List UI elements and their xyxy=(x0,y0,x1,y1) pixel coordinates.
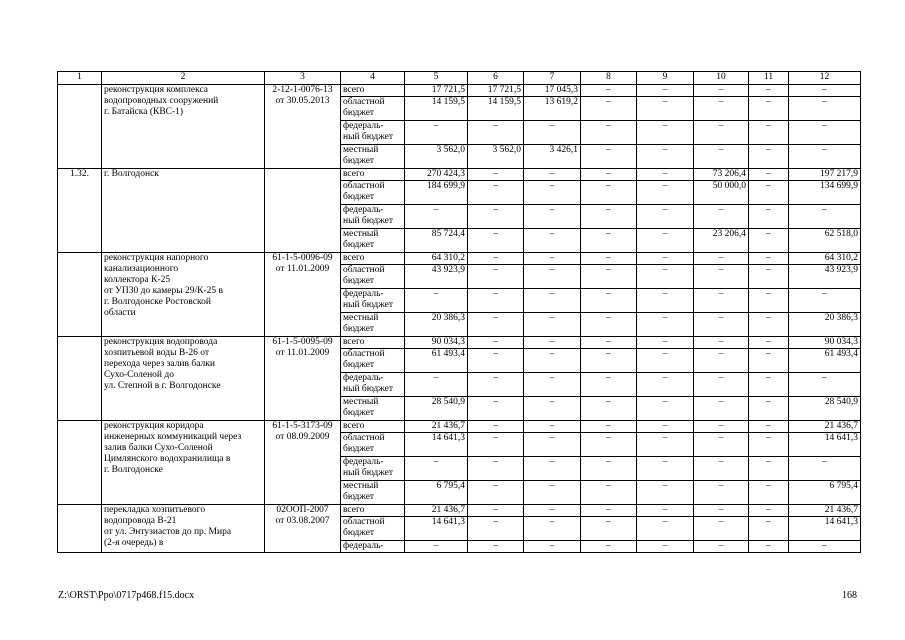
funding-source: областной бюджет xyxy=(341,517,405,541)
object-name: перекладка хозпитьевого водопровода В-21 от ул. Энтузиастов до пр. Мира (2-я очередь) в xyxy=(102,505,265,553)
amount-cell: – xyxy=(749,253,789,265)
funding-source: федераль- ный бюджет xyxy=(341,289,405,313)
amount-cell: 61 493,4 xyxy=(405,349,468,373)
amount-cell: – xyxy=(524,517,581,541)
amount-cell: 6 795,4 xyxy=(405,481,468,505)
amount-cell: – xyxy=(694,481,749,505)
header-cell: 2 xyxy=(102,72,265,85)
amount-cell: – xyxy=(581,145,637,169)
amount-cell: – xyxy=(789,97,861,121)
amount-cell: – xyxy=(405,373,468,397)
amount-cell: 270 424,3 xyxy=(405,169,468,181)
amount-cell: – xyxy=(581,505,637,517)
amount-cell: – xyxy=(694,421,749,433)
amount-cell: – xyxy=(468,253,524,265)
row-number xyxy=(58,337,102,421)
row-number xyxy=(58,505,102,553)
amount-cell: – xyxy=(468,517,524,541)
funding-source: всего xyxy=(341,421,405,433)
amount-cell: – xyxy=(581,289,637,313)
document-reference: 02ООП-2007 от 03.08.2007 xyxy=(265,505,341,553)
amount-cell: – xyxy=(694,97,749,121)
amount-cell: 50 000,0 xyxy=(694,181,749,205)
amount-cell: 14 159,5 xyxy=(468,97,524,121)
amount-cell: 3 426,1 xyxy=(524,145,581,169)
amount-cell: – xyxy=(524,481,581,505)
amount-cell: 62 518,0 xyxy=(789,229,861,253)
amount-cell: – xyxy=(524,349,581,373)
table-header-row xyxy=(58,72,861,85)
amount-cell: 14 641,3 xyxy=(789,433,861,457)
object-name: реконструкция комплекса водопроводных сооружений г. Батайска (КВС-1) xyxy=(102,85,265,169)
amount-cell: – xyxy=(468,181,524,205)
amount-cell: – xyxy=(581,313,637,337)
amount-cell: 85 724,4 xyxy=(405,229,468,253)
table-row xyxy=(58,505,861,517)
funding-source: областной бюджет xyxy=(341,265,405,289)
table-row xyxy=(58,421,861,433)
amount-cell: – xyxy=(694,541,749,553)
amount-cell: – xyxy=(405,541,468,553)
funding-source: местный бюджет xyxy=(341,229,405,253)
amount-cell: – xyxy=(789,121,861,145)
amount-cell: – xyxy=(694,337,749,349)
amount-cell: – xyxy=(524,253,581,265)
amount-cell: – xyxy=(524,505,581,517)
amount-cell: – xyxy=(749,289,789,313)
amount-cell: – xyxy=(694,457,749,481)
amount-cell: – xyxy=(468,481,524,505)
amount-cell: – xyxy=(749,85,789,97)
funding-source: федераль- xyxy=(341,541,405,553)
amount-cell: – xyxy=(749,205,789,229)
amount-cell: – xyxy=(524,265,581,289)
amount-cell: 14 641,3 xyxy=(405,517,468,541)
table-row xyxy=(58,337,861,349)
amount-cell: – xyxy=(637,457,694,481)
header-cell: 1 xyxy=(58,72,102,85)
amount-cell: – xyxy=(524,289,581,313)
header-cell: 10 xyxy=(694,72,749,85)
amount-cell: 20 386,3 xyxy=(405,313,468,337)
amount-cell: – xyxy=(524,433,581,457)
funding-source: местный бюджет xyxy=(341,313,405,337)
amount-cell: – xyxy=(581,265,637,289)
amount-cell: – xyxy=(468,229,524,253)
table-row xyxy=(58,85,861,97)
amount-cell: – xyxy=(524,541,581,553)
amount-cell: – xyxy=(637,181,694,205)
amount-cell: – xyxy=(694,313,749,337)
amount-cell: – xyxy=(581,517,637,541)
header-cell: 8 xyxy=(581,72,637,85)
amount-cell: 64 310,2 xyxy=(789,253,861,265)
funding-source: местный бюджет xyxy=(341,481,405,505)
document-reference xyxy=(265,169,341,253)
amount-cell: – xyxy=(468,373,524,397)
amount-cell: – xyxy=(789,205,861,229)
amount-cell: 14 159,5 xyxy=(405,97,468,121)
funding-source: областной бюджет xyxy=(341,181,405,205)
amount-cell: 21 436,7 xyxy=(789,421,861,433)
amount-cell: – xyxy=(468,349,524,373)
funding-source: всего xyxy=(341,169,405,181)
amount-cell: – xyxy=(524,421,581,433)
amount-cell: – xyxy=(749,313,789,337)
amount-cell: 14 641,3 xyxy=(405,433,468,457)
amount-cell: – xyxy=(637,481,694,505)
amount-cell: – xyxy=(637,265,694,289)
funding-source: федераль- ный бюджет xyxy=(341,373,405,397)
amount-cell: – xyxy=(694,517,749,541)
amount-cell: – xyxy=(749,337,789,349)
row-number: 1.32. xyxy=(58,169,102,253)
funding-source: местный бюджет xyxy=(341,397,405,421)
row-number xyxy=(58,421,102,505)
amount-cell: – xyxy=(694,349,749,373)
amount-cell: 14 641,3 xyxy=(789,517,861,541)
amount-cell: – xyxy=(468,205,524,229)
amount-cell: – xyxy=(468,505,524,517)
amount-cell: – xyxy=(694,289,749,313)
amount-cell: 21 436,7 xyxy=(789,505,861,517)
amount-cell: – xyxy=(524,313,581,337)
amount-cell: – xyxy=(749,145,789,169)
amount-cell: 21 436,7 xyxy=(405,505,468,517)
header-cell: 12 xyxy=(789,72,861,85)
table-row xyxy=(58,169,861,181)
amount-cell: 90 034,3 xyxy=(789,337,861,349)
document-reference: 61-1-5-0096-09 от 11.01.2009 xyxy=(265,253,341,337)
table-body xyxy=(58,72,861,553)
amount-cell: – xyxy=(789,289,861,313)
amount-cell: 64 310,2 xyxy=(405,253,468,265)
funding-source: областной бюджет xyxy=(341,97,405,121)
amount-cell: – xyxy=(749,181,789,205)
amount-cell: – xyxy=(581,433,637,457)
amount-cell: – xyxy=(694,265,749,289)
document-reference: 61-1-5-3173-09 от 08.09.2009 xyxy=(265,421,341,505)
amount-cell: 6 795,4 xyxy=(789,481,861,505)
amount-cell: – xyxy=(694,505,749,517)
amount-cell: – xyxy=(468,421,524,433)
object-name: реконструкция коридора инженерных коммуникаций через залив балки Сухо-Соленой Цимлянского водохранилища в г. Волгодонске xyxy=(102,421,265,505)
amount-cell: – xyxy=(749,349,789,373)
amount-cell: – xyxy=(524,181,581,205)
amount-cell: – xyxy=(694,205,749,229)
amount-cell: – xyxy=(405,121,468,145)
amount-cell: – xyxy=(637,541,694,553)
amount-cell: 3 562,0 xyxy=(468,145,524,169)
amount-cell: – xyxy=(749,505,789,517)
funding-source: всего xyxy=(341,85,405,97)
amount-cell: – xyxy=(581,349,637,373)
funding-source: федераль- ный бюджет xyxy=(341,121,405,145)
amount-cell: 28 540,9 xyxy=(405,397,468,421)
amount-cell: – xyxy=(749,373,789,397)
amount-cell: – xyxy=(637,373,694,397)
footer-page-number: 168 xyxy=(842,590,857,601)
amount-cell: – xyxy=(637,421,694,433)
amount-cell: – xyxy=(581,85,637,97)
amount-cell: – xyxy=(749,421,789,433)
amount-cell: 90 034,3 xyxy=(405,337,468,349)
header-cell: 3 xyxy=(265,72,341,85)
amount-cell: – xyxy=(524,121,581,145)
amount-cell: – xyxy=(749,121,789,145)
amount-cell: 43 923,9 xyxy=(789,265,861,289)
amount-cell: – xyxy=(581,421,637,433)
amount-cell: – xyxy=(581,253,637,265)
amount-cell: 28 540,9 xyxy=(789,397,861,421)
amount-cell: 20 386,3 xyxy=(789,313,861,337)
funding-source: местный бюджет xyxy=(341,145,405,169)
amount-cell: – xyxy=(581,181,637,205)
amount-cell: – xyxy=(637,349,694,373)
funding-source: областной бюджет xyxy=(341,433,405,457)
amount-cell: – xyxy=(524,169,581,181)
amount-cell: 17 721,5 xyxy=(405,85,468,97)
amount-cell: – xyxy=(694,397,749,421)
amount-cell: – xyxy=(637,313,694,337)
amount-cell: – xyxy=(637,337,694,349)
amount-cell: – xyxy=(405,457,468,481)
amount-cell: – xyxy=(468,265,524,289)
object-name: реконструкция напорного канализационного коллектора К-25 от УП30 до камеры 29/К-25 в г. Волгодонске Ростовской области xyxy=(102,253,265,337)
amount-cell: – xyxy=(581,481,637,505)
amount-cell: – xyxy=(637,397,694,421)
amount-cell: – xyxy=(694,85,749,97)
budget-table xyxy=(57,71,861,553)
amount-cell: 23 206,4 xyxy=(694,229,749,253)
amount-cell: – xyxy=(749,481,789,505)
amount-cell: 17 045,3 xyxy=(524,85,581,97)
object-name: реконструкция водопровода хозпитьевой воды В-26 от перехода через залив балки Сухо-Соленой до ул. Степной в г. Волгодонске xyxy=(102,337,265,421)
amount-cell: – xyxy=(749,433,789,457)
amount-cell: – xyxy=(468,313,524,337)
amount-cell: 134 699,9 xyxy=(789,181,861,205)
amount-cell: – xyxy=(468,289,524,313)
amount-cell: – xyxy=(789,541,861,553)
amount-cell: – xyxy=(789,85,861,97)
amount-cell: – xyxy=(468,541,524,553)
amount-cell: – xyxy=(524,229,581,253)
funding-source: федераль- ный бюджет xyxy=(341,457,405,481)
amount-cell: – xyxy=(749,517,789,541)
amount-cell: – xyxy=(749,265,789,289)
header-cell: 4 xyxy=(341,72,405,85)
amount-cell: – xyxy=(581,97,637,121)
amount-cell: – xyxy=(581,457,637,481)
amount-cell: – xyxy=(637,169,694,181)
amount-cell: – xyxy=(637,289,694,313)
amount-cell: – xyxy=(749,397,789,421)
document-reference: 2-12-1-0076-13 от 30.05.2013 xyxy=(265,85,341,169)
amount-cell: – xyxy=(749,541,789,553)
amount-cell: – xyxy=(468,121,524,145)
amount-cell: 61 493,4 xyxy=(789,349,861,373)
amount-cell: – xyxy=(468,169,524,181)
amount-cell: – xyxy=(581,121,637,145)
amount-cell: – xyxy=(694,253,749,265)
amount-cell: – xyxy=(524,205,581,229)
amount-cell: – xyxy=(405,289,468,313)
amount-cell: – xyxy=(581,397,637,421)
amount-cell: 13 619,2 xyxy=(524,97,581,121)
amount-cell: 184 699,9 xyxy=(405,181,468,205)
amount-cell: 197 217,9 xyxy=(789,169,861,181)
amount-cell: – xyxy=(468,397,524,421)
amount-cell: 73 206,4 xyxy=(694,169,749,181)
amount-cell: – xyxy=(524,373,581,397)
amount-cell: – xyxy=(637,229,694,253)
funding-source: федераль- ный бюджет xyxy=(341,205,405,229)
row-number xyxy=(58,85,102,169)
amount-cell: – xyxy=(524,397,581,421)
amount-cell: – xyxy=(694,433,749,457)
amount-cell: – xyxy=(581,205,637,229)
object-name: г. Волгодонск xyxy=(102,169,265,253)
amount-cell: – xyxy=(581,229,637,253)
header-cell: 5 xyxy=(405,72,468,85)
funding-source: всего xyxy=(341,337,405,349)
amount-cell: – xyxy=(789,145,861,169)
funding-source: всего xyxy=(341,253,405,265)
amount-cell: – xyxy=(749,229,789,253)
amount-cell: – xyxy=(637,517,694,541)
amount-cell: – xyxy=(694,145,749,169)
amount-cell: – xyxy=(581,541,637,553)
amount-cell: – xyxy=(468,337,524,349)
amount-cell: – xyxy=(749,97,789,121)
amount-cell: 21 436,7 xyxy=(405,421,468,433)
amount-cell: 3 562,0 xyxy=(405,145,468,169)
amount-cell: – xyxy=(581,169,637,181)
row-number xyxy=(58,253,102,337)
amount-cell: – xyxy=(637,145,694,169)
amount-cell: – xyxy=(694,373,749,397)
amount-cell: – xyxy=(405,205,468,229)
amount-cell: – xyxy=(468,433,524,457)
document-reference: 61-1-5-0095-09 от 11.01.2009 xyxy=(265,337,341,421)
amount-cell: – xyxy=(749,169,789,181)
amount-cell: – xyxy=(637,121,694,145)
header-cell: 9 xyxy=(637,72,694,85)
table-row xyxy=(58,253,861,265)
amount-cell: 43 923,9 xyxy=(405,265,468,289)
header-cell: 6 xyxy=(468,72,524,85)
amount-cell: – xyxy=(581,373,637,397)
amount-cell: – xyxy=(524,337,581,349)
amount-cell: – xyxy=(637,97,694,121)
amount-cell: – xyxy=(789,373,861,397)
header-cell: 7 xyxy=(524,72,581,85)
amount-cell: – xyxy=(637,433,694,457)
amount-cell: 17 721,5 xyxy=(468,85,524,97)
amount-cell: – xyxy=(637,505,694,517)
amount-cell: – xyxy=(524,457,581,481)
funding-source: областной бюджет xyxy=(341,349,405,373)
amount-cell: – xyxy=(637,253,694,265)
footer-file-path: Z:\ORST\Ppo\0717p468.f15.docx xyxy=(58,590,195,601)
amount-cell: – xyxy=(468,457,524,481)
funding-source: всего xyxy=(341,505,405,517)
amount-cell: – xyxy=(581,337,637,349)
amount-cell: – xyxy=(749,457,789,481)
header-cell: 11 xyxy=(749,72,789,85)
amount-cell: – xyxy=(637,205,694,229)
amount-cell: – xyxy=(789,457,861,481)
amount-cell: – xyxy=(694,121,749,145)
amount-cell: – xyxy=(637,85,694,97)
